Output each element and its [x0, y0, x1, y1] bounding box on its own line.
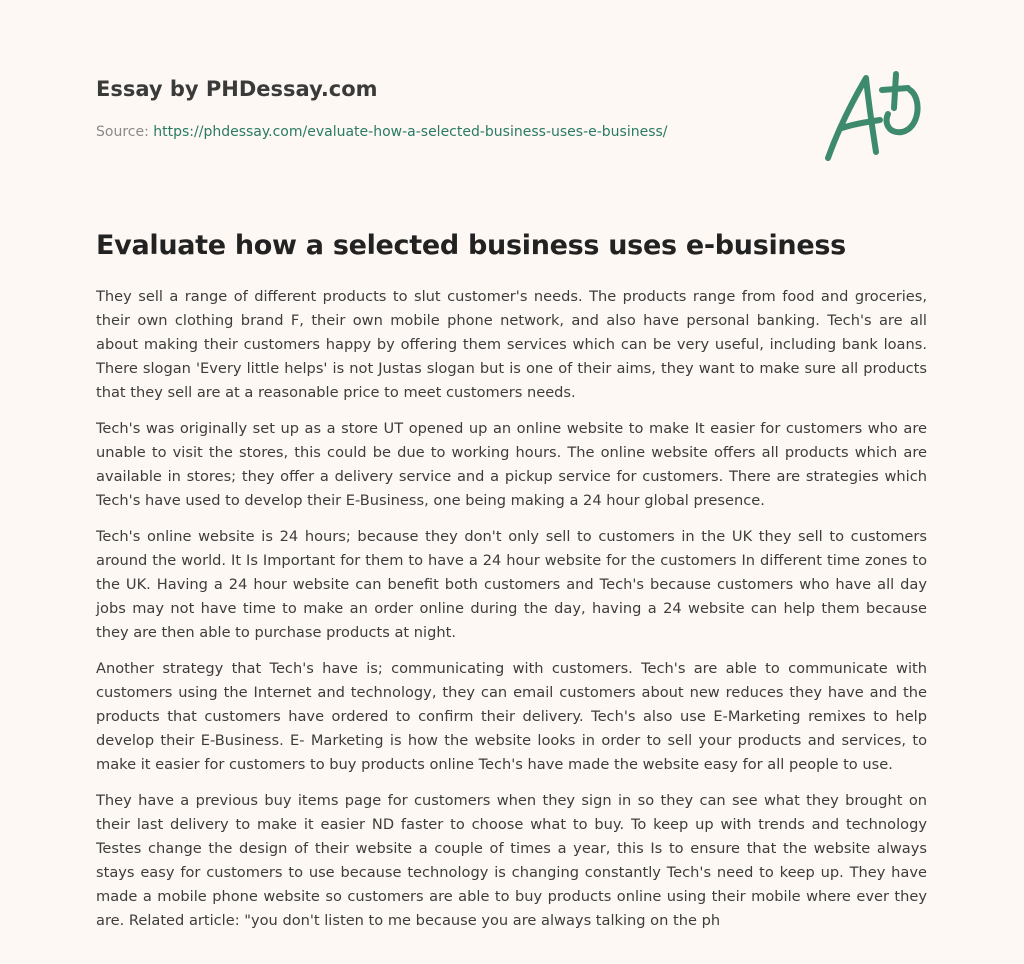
a-plus-logo-icon: [822, 68, 928, 164]
essay-paragraph: Tech's online website is 24 hours; because they don't only sell to customers in the UK they sell to customers around the world. It Is Important for them to have a 24 hour website for the customers In different time zones to the UK. Having a 24 hour website can benefit both customers and Tech's because customers who have all day jobs may not have time to make an order online during the day, having a 24 website can help them because they are then able to purchase products at night.: [96, 528, 927, 641]
source-link[interactable]: https://phdessay.com/evaluate-how-a-selected-business-uses-e-business/: [153, 124, 668, 140]
essay-paragraph: Another strategy that Tech's have is; communicating with customers. Tech's are able to communicate with customers using the Internet and technology, they can email customers about new reduces they have and the products that customers have ordered to confirm their delivery. Tech's also use E-Marketing remixes to help develop their E-Business. E- Marketing is how the website looks in order to sell your products and services, to make it easier for customers to buy products online Tech's have made the website easy for all people to use.: [96, 660, 927, 773]
page-header: [96, 74, 796, 142]
brand-title: Essay by PHDessay.com: [96, 77, 378, 101]
source-label: Source:: [96, 124, 154, 140]
essay-paragraph: They have a previous buy items page for customers when they sign in so they can see what they brought on their last delivery to make it easier ND faster to choose what to buy. To keep up with trends and technology Testes change the design of their website a couple of times a year, this Is to ensure that the website always stays easy for customers to use because technology is changing constantly Tech's need to keep up. They have made a mobile phone website so customers are able to buy products online using their mobile where ever they are. Related article: "you don't listen to me because you are always talking on the ph: [96, 792, 927, 929]
essay-paragraph: They sell a range of different products to slut customer's needs. The products range from food and groceries, their own clothing brand F, their own mobile phone network, and also have personal banking. Tech's are all about making their customers happy by offering them services which can be very useful, including bank loans. There slogan 'Every little helps' is not Justas slogan but is one of their aims, they want to make sure all products that they sell are at a reasonable price to meet customers needs.: [96, 288, 927, 401]
source-line: [96, 122, 796, 142]
essay-title: Evaluate how a selected business uses e-business: [96, 230, 846, 261]
essay-body: [96, 285, 927, 945]
essay-paragraph: Tech's was originally set up as a store UT opened up an online website to make It easier for customers who are unable to visit the stores, this could be due to working hours. The online website offers all products which are available in stores; they offer a delivery service and a pickup service for customers. There are strategies which Tech's have used to develop their E-Business, one being making a 24 hour global presence.: [96, 420, 927, 509]
